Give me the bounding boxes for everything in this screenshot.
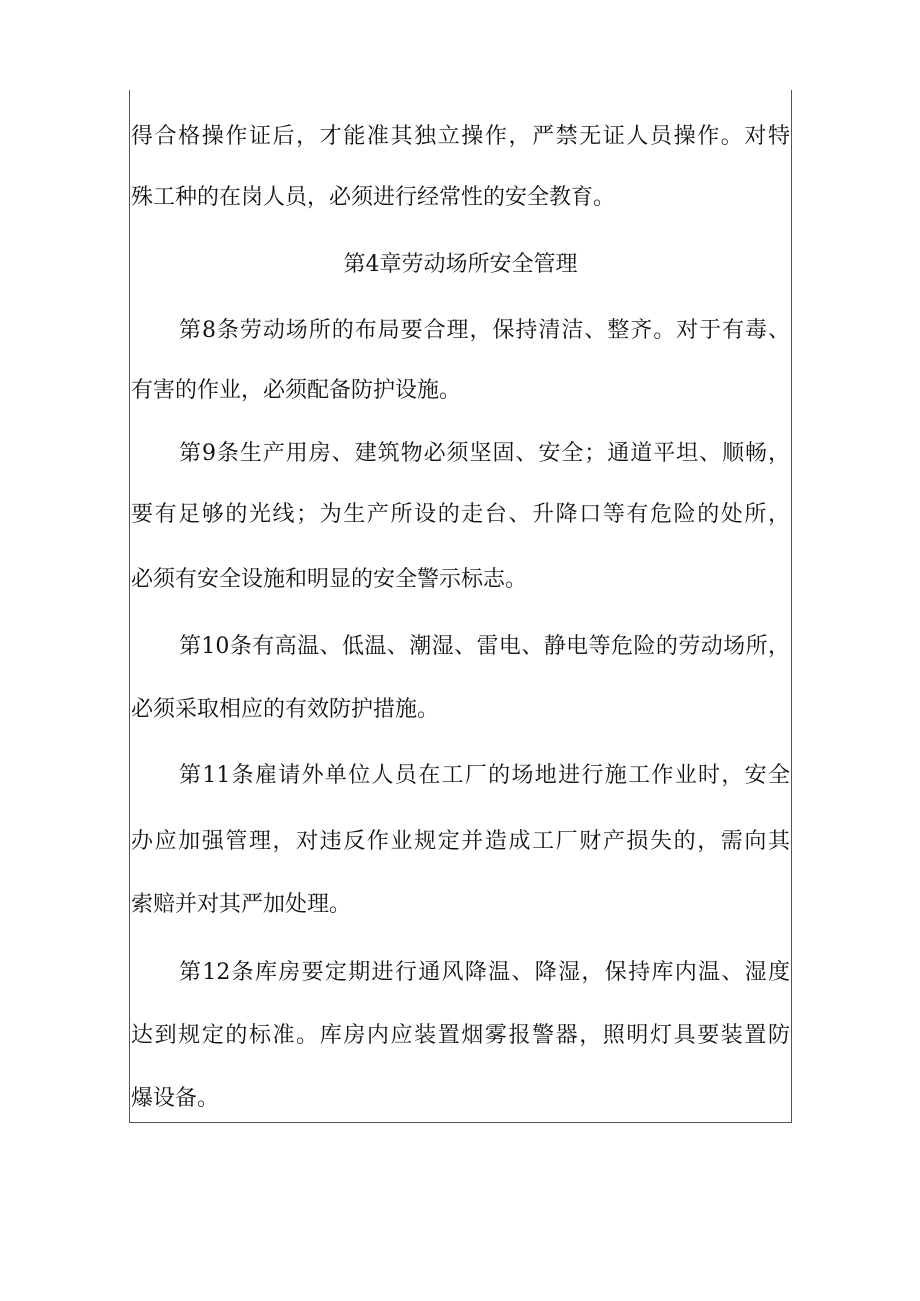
paragraph-line: 得合格操作证后，才能准其独立操作，严禁无证人员操作。对特 xyxy=(131,124,790,149)
article-12-line: 爆设备。 xyxy=(131,1086,220,1111)
article-9-line: 必须有安全设施和明显的安全警示标志。 xyxy=(131,567,528,592)
article-8-line: 第8条劳动场所的布局要合理，保持清洁、整齐。对于有毒、 xyxy=(179,318,790,343)
article-10-line: 必须采取相应的有效防护措施。 xyxy=(131,697,440,722)
article-12-line: 第12条库房要定期进行通风降温、降湿，保持库内温、湿度 xyxy=(179,960,790,985)
article-10-line: 第10条有高温、低温、潮湿、雷电、静电等危险的劳动场所， xyxy=(179,634,790,659)
chapter-heading: 第4章劳动场所安全管理 xyxy=(343,252,578,277)
article-11-line: 办应加强管理，对违反作业规定并造成工厂财产损失的，需向其 xyxy=(131,829,790,854)
article-11-line: 第11条雇请外单位人员在工厂的场地进行施工作业时，安全 xyxy=(179,763,790,788)
article-12-line: 达到规定的标准。库房内应装置烟雾报警器，照明灯具要装置防 xyxy=(131,1023,790,1048)
article-9-line: 要有足够的光线；为生产所设的走台、升降口等有危险的处所， xyxy=(131,502,790,527)
article-8-line: 有害的作业，必须配备防护设施。 xyxy=(131,378,462,403)
paragraph-line: 殊工种的在岗人员，必须进行经常性的安全教育。 xyxy=(131,185,616,210)
article-11-line: 索赔并对其严加处理。 xyxy=(131,892,352,917)
article-9-line: 第9条生产用房、建筑物必须坚固、安全；通道平坦、顺畅， xyxy=(179,441,790,466)
